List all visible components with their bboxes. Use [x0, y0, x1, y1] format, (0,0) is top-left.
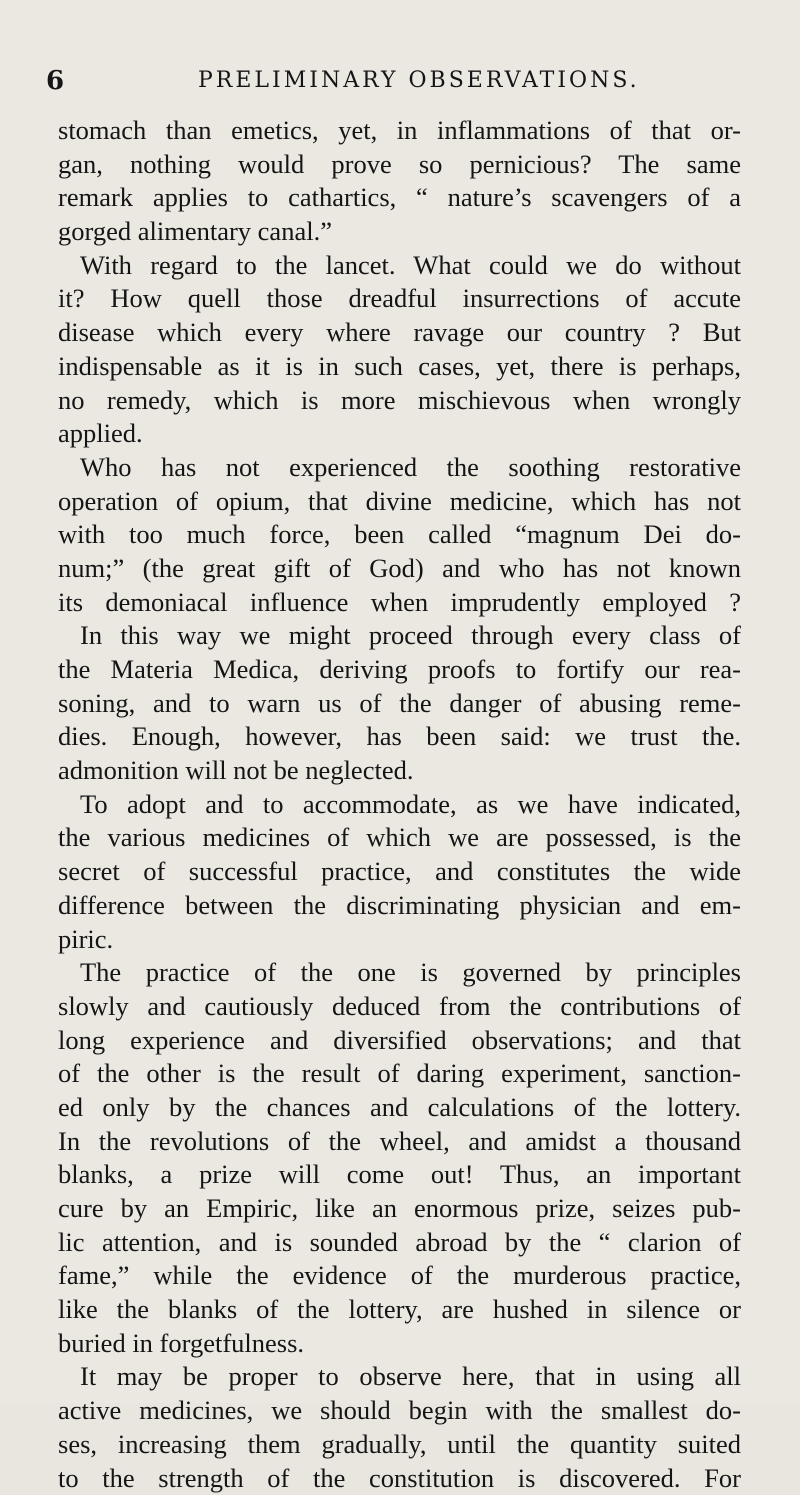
text-line: secret of successful practice, and constitutes the wide	[58, 855, 741, 889]
text-line: gan, nothing would prove so pernicious? The same	[58, 148, 741, 182]
text-line: dies. Enough, however, has been said: we trust the.	[58, 720, 741, 754]
text-line: it? How quell those dreadful insurrections of accute	[58, 282, 741, 316]
text-line: slowly and cautiously deduced from the contributions of	[58, 990, 741, 1024]
text-line: applied.	[58, 417, 741, 451]
text-line: piric.	[58, 923, 741, 957]
text-line: It may be proper to observe here, that in using all	[58, 1360, 741, 1394]
running-title: PRELIMINARY OBSERVATIONS.	[198, 68, 640, 93]
text-line: long experience and diversified observations; and that	[58, 1024, 741, 1058]
text-line: with too much force, been called “magnum Dei do-	[58, 518, 741, 552]
text-line: remark applies to cathartics, “ nature’s scavengers of a	[58, 181, 741, 215]
text-line: buried in forgetfulness.	[58, 1327, 741, 1361]
page-header	[46, 66, 746, 106]
text-line: num;” (the great gift of God) and who has not known	[58, 552, 741, 586]
text-line: In the revolutions of the wheel, and amidst a thousand	[58, 1125, 741, 1159]
page-number: 6	[46, 66, 64, 96]
text-line: cure by an Empiric, like an enormous prize, seizes pub-	[58, 1192, 741, 1226]
text-line: operation of opium, that divine medicine, which has not	[58, 485, 741, 519]
text-line: the Materia Medica, deriving proofs to fortify our rea-	[58, 653, 741, 687]
text-line: admonition will not be neglected.	[58, 754, 741, 788]
text-line: its demoniacal influence when imprudently employed ?	[58, 586, 741, 620]
text-line: indispensable as it is in such cases, yet, there is perhaps,	[58, 350, 741, 384]
text-line: active medicines, we should begin with the smallest do-	[58, 1394, 741, 1428]
text-line: disease which every where ravage our country ? But	[58, 316, 741, 350]
text-line: The practice of the one is governed by principles	[58, 956, 741, 990]
text-line: the various medicines of which we are possessed, is the	[58, 821, 741, 855]
text-line: In this way we might proceed through every class of	[58, 619, 741, 653]
text-line: blanks, a prize will come out! Thus, an important	[58, 1158, 741, 1192]
text-line: stomach than emetics, yet, in inflammations of that or-	[58, 114, 741, 148]
body-text	[58, 114, 741, 1495]
text-line: To adopt and to accommodate, as we have indicated,	[58, 788, 741, 822]
text-line: With regard to the lancet. What could we do without	[58, 249, 741, 283]
text-line: fame,” while the evidence of the murderous practice,	[58, 1259, 741, 1293]
text-line: no remedy, which is more mischievous when wrongly	[58, 384, 741, 418]
text-line: ed only by the chances and calculations of the lottery.	[58, 1091, 741, 1125]
text-line: gorged alimentary canal.”	[58, 215, 741, 249]
text-line: to the strength of the constitution is discovered. For	[58, 1462, 741, 1495]
text-line: lic attention, and is sounded abroad by the “ clarion of	[58, 1226, 741, 1260]
text-line: Who has not experienced the soothing restorative	[58, 451, 741, 485]
text-line: like the blanks of the lottery, are hushed in silence or	[58, 1293, 741, 1327]
text-line: of the other is the result of daring experiment, sanction-	[58, 1057, 741, 1091]
text-line: ses, increasing them gradually, until the quantity suited	[58, 1428, 741, 1462]
text-line: soning, and to warn us of the danger of abusing reme-	[58, 687, 741, 721]
text-line: difference between the discriminating physician and em-	[58, 889, 741, 923]
